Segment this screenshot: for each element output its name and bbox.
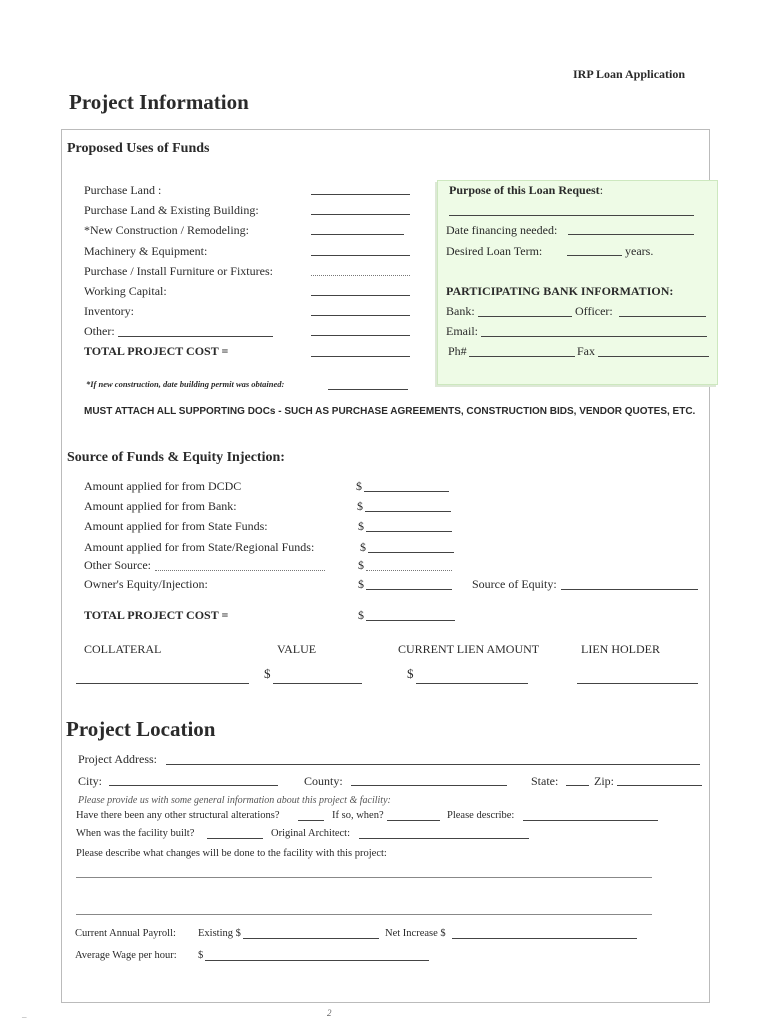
average-wage-dollar: $ bbox=[198, 950, 204, 961]
source-amount-bank[interactable] bbox=[365, 511, 451, 512]
fax-field[interactable] bbox=[598, 356, 709, 357]
please-describe-label: Please describe: bbox=[447, 810, 515, 821]
net-increase-label: Net Increase $ bbox=[385, 928, 446, 939]
facility-built-label: When was the facility built? bbox=[76, 828, 195, 839]
value-header: VALUE bbox=[277, 642, 317, 656]
average-wage-field[interactable] bbox=[205, 960, 429, 961]
source-label-other: Other Source: bbox=[84, 558, 151, 572]
source-of-equity-label: Source of Equity: bbox=[472, 577, 557, 591]
lien-holder-field[interactable] bbox=[577, 683, 698, 684]
changes-line-1[interactable] bbox=[76, 877, 652, 878]
city-field[interactable] bbox=[109, 785, 278, 786]
source-of-equity-field[interactable] bbox=[561, 589, 698, 590]
officer-label: Officer: bbox=[575, 304, 613, 318]
source-amount-state[interactable] bbox=[366, 531, 452, 532]
bank-field[interactable] bbox=[478, 316, 572, 317]
source-label-state: Amount applied for from State Funds: bbox=[84, 519, 268, 533]
purpose-label: Purpose of this Loan Request: bbox=[449, 183, 604, 197]
source-dollar-owner-equity: $ bbox=[358, 577, 364, 591]
existing-payroll-field[interactable] bbox=[243, 938, 379, 939]
lien-holder-header: LIEN HOLDER bbox=[581, 642, 660, 656]
use-label-inventory: Inventory: bbox=[84, 304, 134, 318]
collateral-header: COLLATERAL bbox=[84, 642, 162, 656]
source-label-regional: Amount applied for from State/Regional Funds: bbox=[84, 540, 315, 554]
zip-label: Zip: bbox=[594, 774, 614, 788]
other-source-description-field[interactable] bbox=[155, 570, 325, 571]
existing-payroll-label: Existing $ bbox=[198, 928, 241, 939]
source-amount-other[interactable] bbox=[366, 570, 452, 571]
changes-description-label: Please describe what changes will be done to the facility with this project: bbox=[76, 848, 387, 859]
email-label: Email: bbox=[446, 324, 478, 338]
use-label-land-building: Purchase Land & Existing Building: bbox=[84, 203, 259, 217]
alterations-field[interactable] bbox=[298, 820, 324, 821]
lien-amount-field[interactable] bbox=[416, 683, 528, 684]
use-label-new-construction: *New Construction / Remodeling: bbox=[84, 223, 249, 237]
alterations-describe-field[interactable] bbox=[523, 820, 658, 821]
document-header: IRP Loan Application bbox=[573, 67, 686, 81]
project-location-title: Project Location bbox=[66, 717, 216, 741]
project-address-label: Project Address: bbox=[78, 752, 157, 766]
original-architect-label: Original Architect: bbox=[271, 828, 351, 839]
bank-info-heading: PARTICIPATING BANK INFORMATION: bbox=[446, 284, 674, 298]
phone-label: Ph# bbox=[448, 344, 467, 358]
state-label: State: bbox=[531, 774, 559, 788]
officer-field[interactable] bbox=[619, 316, 706, 317]
permit-date-field[interactable] bbox=[328, 389, 408, 390]
facility-built-field[interactable] bbox=[207, 838, 263, 839]
use-label-purchase-land: Purchase Land : bbox=[84, 183, 162, 197]
source-dollar-other: $ bbox=[358, 558, 364, 572]
source-dollar-regional: $ bbox=[360, 540, 366, 554]
date-needed-field[interactable] bbox=[568, 234, 694, 235]
alterations-when-field[interactable] bbox=[387, 820, 440, 821]
annual-payroll-label: Current Annual Payroll: bbox=[75, 928, 176, 939]
source-label-owner-equity: Owner's Equity/Injection: bbox=[84, 577, 208, 591]
project-information-title: Project Information bbox=[69, 90, 249, 114]
county-label: County: bbox=[304, 774, 343, 788]
state-field[interactable] bbox=[566, 785, 589, 786]
use-amount-new-construction[interactable] bbox=[311, 234, 404, 235]
if-so-when-label: If so, when? bbox=[332, 810, 384, 821]
purpose-field[interactable] bbox=[449, 215, 694, 216]
use-other-description-field[interactable] bbox=[118, 336, 273, 337]
use-amount-furniture[interactable] bbox=[311, 275, 410, 276]
email-field[interactable] bbox=[481, 336, 707, 337]
use-amount-machinery[interactable] bbox=[311, 255, 410, 256]
phone-field[interactable] bbox=[469, 356, 575, 357]
years-label: years. bbox=[625, 244, 654, 258]
source-label-dcdc: Amount applied for from DCDC bbox=[84, 479, 242, 493]
alterations-label: Have there been any other structural alterations? bbox=[76, 810, 280, 821]
sources-title: Source of Funds & Equity Injection: bbox=[67, 450, 285, 465]
sources-total-dollar: $ bbox=[358, 608, 364, 622]
use-amount-land-building[interactable] bbox=[311, 214, 410, 215]
source-label-bank: Amount applied for from Bank: bbox=[84, 499, 237, 513]
use-label-working-capital: Working Capital: bbox=[84, 284, 167, 298]
value-dollar: $ bbox=[264, 666, 271, 681]
sources-total-label: TOTAL PROJECT COST = bbox=[84, 608, 229, 622]
corner-mark: – bbox=[22, 1012, 27, 1022]
use-amount-purchase-land[interactable] bbox=[311, 194, 410, 195]
source-amount-dcdc[interactable] bbox=[364, 491, 449, 492]
construction-permit-note: *If new construction, date building permit was obtained: bbox=[86, 379, 285, 389]
bank-label: Bank: bbox=[446, 304, 475, 318]
project-address-field[interactable] bbox=[166, 764, 700, 765]
source-amount-regional[interactable] bbox=[368, 552, 454, 553]
zip-field[interactable] bbox=[617, 785, 702, 786]
loan-term-field[interactable] bbox=[567, 255, 622, 256]
source-dollar-bank: $ bbox=[357, 499, 363, 513]
page-number: 2 bbox=[327, 1008, 332, 1018]
changes-line-2[interactable] bbox=[76, 914, 652, 915]
proposed-uses-title: Proposed Uses of Funds bbox=[67, 141, 210, 156]
use-amount-total[interactable] bbox=[311, 356, 410, 357]
current-lien-header: CURRENT LIEN AMOUNT bbox=[398, 642, 540, 656]
city-label: City: bbox=[78, 774, 103, 788]
loan-term-label: Desired Loan Term: bbox=[446, 244, 543, 258]
attach-docs-note: MUST ATTACH ALL SUPPORTING DOCs - SUCH AS PURCHASE AGREEMENTS, CONSTRUCTION BIDS, VENDOR QUOTES, ETC. bbox=[84, 406, 696, 417]
use-amount-inventory[interactable] bbox=[311, 315, 410, 316]
source-amount-owner-equity[interactable] bbox=[366, 589, 452, 590]
value-field[interactable] bbox=[273, 683, 362, 684]
use-label-machinery: Machinery & Equipment: bbox=[84, 244, 208, 258]
sources-total-field[interactable] bbox=[366, 620, 455, 621]
general-info-prompt: Please provide us with some general information about this project & facility: bbox=[78, 795, 391, 806]
use-label-total: TOTAL PROJECT COST = bbox=[84, 344, 229, 358]
original-architect-field[interactable] bbox=[359, 838, 529, 839]
average-wage-label: Average Wage per hour: bbox=[75, 950, 177, 961]
date-needed-label: Date financing needed: bbox=[446, 223, 558, 237]
lien-dollar: $ bbox=[407, 666, 414, 681]
use-amount-working-capital[interactable] bbox=[311, 295, 410, 296]
use-amount-other[interactable] bbox=[311, 335, 410, 336]
source-dollar-dcdc: $ bbox=[356, 479, 362, 493]
fax-label: Fax bbox=[577, 344, 595, 358]
collateral-field[interactable] bbox=[76, 683, 249, 684]
source-dollar-state: $ bbox=[358, 519, 364, 533]
net-increase-field[interactable] bbox=[452, 938, 637, 939]
county-field[interactable] bbox=[351, 785, 507, 786]
use-label-other: Other: bbox=[84, 324, 115, 338]
use-label-furniture: Purchase / Install Furniture or Fixtures: bbox=[84, 264, 273, 278]
